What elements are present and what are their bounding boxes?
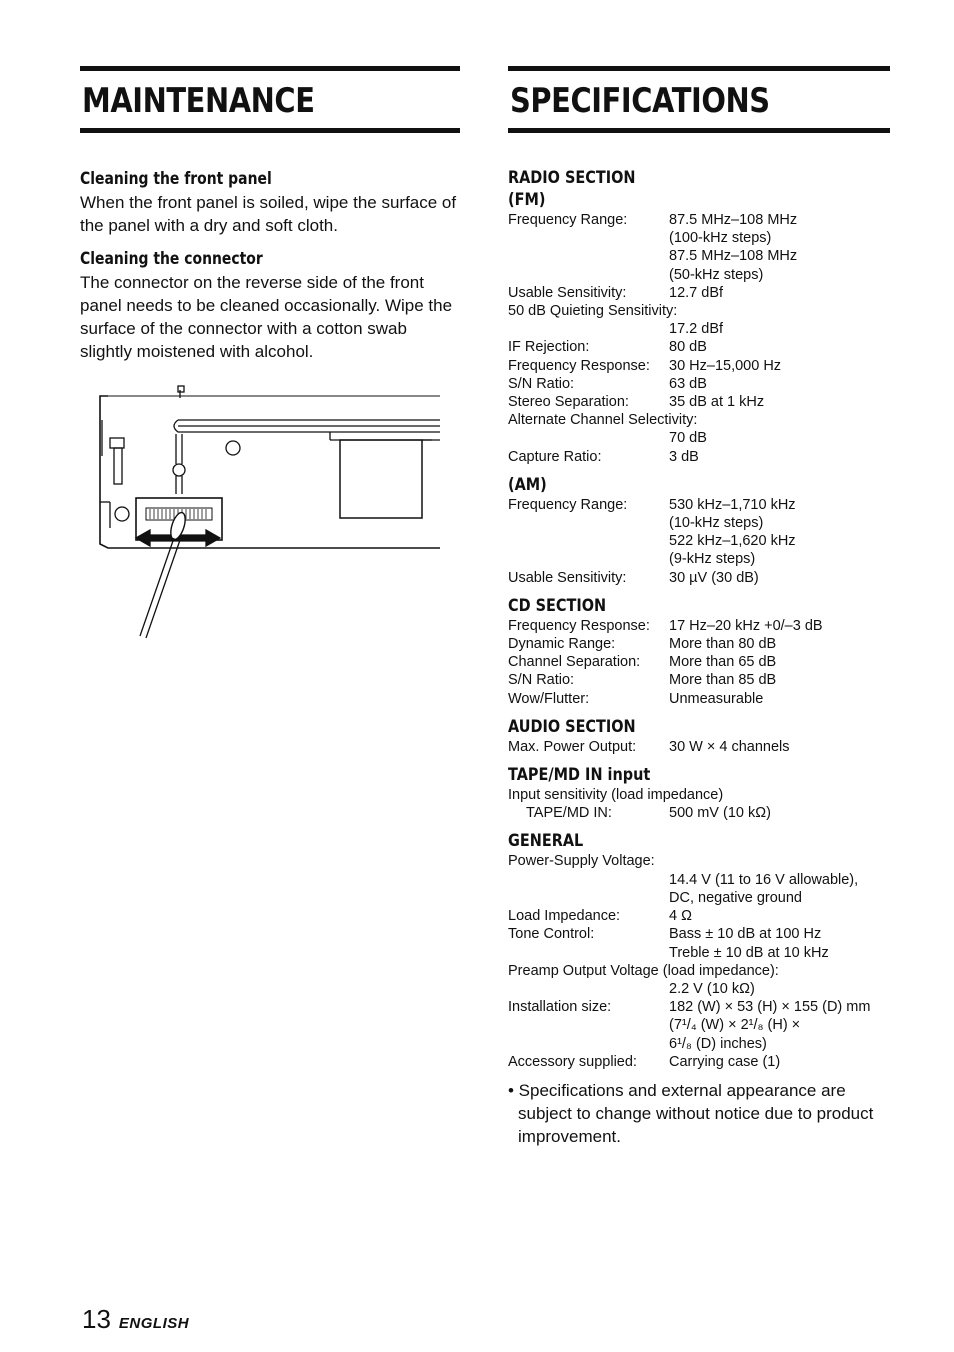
spec-value: 87.5 MHz–108 MHz bbox=[669, 248, 798, 265]
specifications-title: SPECIFICATIONS bbox=[510, 81, 770, 121]
header-rule bbox=[80, 66, 460, 71]
spec-label: Frequency Range: bbox=[508, 212, 628, 228]
spec-row bbox=[508, 653, 890, 671]
spec-row bbox=[508, 635, 890, 653]
spec-row bbox=[508, 496, 890, 514]
spec-value: 17 Hz–20 kHz +0/–3 dB bbox=[669, 617, 823, 634]
spec-value: Unmeasurable bbox=[669, 690, 764, 707]
spec-label: IF Rejection: bbox=[508, 339, 590, 356]
spec-row bbox=[508, 671, 890, 689]
spec-value: 70 dB bbox=[669, 430, 707, 447]
spec-value: (10-kHz steps) bbox=[669, 515, 764, 532]
spec-row bbox=[508, 211, 890, 229]
spec-label: 50 dB Quieting Sensitivity: bbox=[508, 303, 678, 320]
spec-value: 530 kHz–1,710 kHz bbox=[669, 496, 796, 513]
spec-row bbox=[508, 284, 890, 302]
spec-row bbox=[508, 738, 890, 756]
page-footer bbox=[82, 1304, 189, 1335]
spec-row bbox=[508, 357, 890, 375]
spec-label: Dynamic Range: bbox=[508, 636, 616, 653]
spec-value: Treble ± 10 dB at 10 kHz bbox=[669, 944, 829, 961]
spec-row bbox=[508, 998, 890, 1016]
spec-value: 6¹/₈ (D) inches) bbox=[669, 1035, 767, 1052]
spec-row bbox=[508, 907, 890, 925]
spec-value: 80 dB bbox=[669, 339, 707, 356]
spec-label: Stereo Separation: bbox=[508, 394, 629, 411]
spec-row bbox=[508, 617, 890, 635]
connector-cleaning-illustration bbox=[96, 384, 446, 645]
spec-value: 30 µV (30 dB) bbox=[669, 569, 759, 586]
header-rule bbox=[80, 128, 460, 133]
connector-heading: Cleaning the connector bbox=[80, 249, 263, 269]
cd-section-heading: CD SECTION bbox=[508, 595, 607, 616]
spec-label: S/N Ratio: bbox=[508, 672, 575, 689]
spec-label: Preamp Output Voltage (load impedance): bbox=[508, 962, 779, 979]
spec-value: Bass ± 10 dB at 100 Hz bbox=[669, 926, 822, 943]
spec-row bbox=[508, 804, 890, 822]
spec-label: Tone Control: bbox=[508, 926, 595, 943]
spec-value: (7¹/₄ (W) × 2¹/₈ (H) × bbox=[669, 1017, 801, 1034]
radio-section-heading: RADIO SECTION bbox=[508, 168, 636, 188]
spec-value: 63 dB bbox=[669, 375, 707, 392]
spec-label: Capture Ratio: bbox=[508, 448, 602, 465]
header-rule bbox=[508, 66, 890, 71]
spec-label: TAPE/MD IN: bbox=[526, 805, 612, 822]
spec-value: 3 dB bbox=[669, 448, 699, 465]
spec-label: Usable Sensitivity: bbox=[508, 284, 627, 301]
spec-value: 182 (W) × 53 (H) × 155 (D) mm bbox=[669, 999, 871, 1016]
spec-value: (100-kHz steps) bbox=[669, 230, 772, 247]
spec-label: Frequency Range: bbox=[508, 496, 628, 513]
spec-row bbox=[508, 338, 890, 356]
spec-row bbox=[508, 375, 890, 393]
spec-label: Wow/Flutter: bbox=[508, 690, 590, 707]
spec-value: 522 kHz–1,620 kHz bbox=[669, 533, 796, 550]
specifications-section bbox=[508, 66, 890, 1148]
spec-value: 12.7 dBf bbox=[669, 284, 724, 301]
spec-value: More than 80 dB bbox=[669, 636, 777, 653]
spec-value: 14.4 V (11 to 16 V allowable), bbox=[669, 871, 859, 888]
spec-label: Alternate Channel Selectivity: bbox=[508, 412, 698, 429]
spec-value: 17.2 dBf bbox=[669, 321, 724, 338]
spec-value: More than 65 dB bbox=[669, 654, 777, 671]
spec-row bbox=[508, 1053, 890, 1071]
spec-value: 35 dB at 1 kHz bbox=[669, 394, 765, 411]
header-rule bbox=[508, 128, 890, 133]
spec-value: 30 Hz–15,000 Hz bbox=[669, 357, 782, 374]
maintenance-section bbox=[80, 66, 460, 363]
spec-value: (9-kHz steps) bbox=[669, 551, 756, 568]
spec-value: 4 Ω bbox=[669, 908, 692, 925]
spec-value: 30 W × 4 channels bbox=[669, 738, 790, 755]
spec-value: More than 85 dB bbox=[669, 672, 777, 689]
spec-row bbox=[508, 569, 890, 587]
spec-value: 500 mV (10 kΩ) bbox=[669, 805, 771, 822]
spec-value: (50-kHz steps) bbox=[669, 266, 764, 283]
am-heading: (AM) bbox=[508, 474, 547, 495]
audio-section-heading: AUDIO SECTION bbox=[508, 716, 636, 737]
spec-label: S/N Ratio: bbox=[508, 375, 575, 392]
spec-value: DC, negative ground bbox=[669, 889, 802, 906]
spec-label: Frequency Response: bbox=[508, 617, 650, 634]
fm-heading: (FM) bbox=[508, 190, 546, 210]
general-heading: GENERAL bbox=[508, 831, 584, 852]
spec-label: Max. Power Output: bbox=[508, 738, 637, 755]
spec-label: Frequency Response: bbox=[508, 357, 650, 374]
specifications-note: • Specifications and external appearance are subject to change without notice due to product improvement. bbox=[508, 1080, 874, 1146]
spec-label: Usable Sensitivity: bbox=[508, 569, 627, 586]
page-language: ENGLISH bbox=[118, 1315, 190, 1332]
spec-row bbox=[508, 925, 890, 943]
spec-row bbox=[508, 448, 890, 466]
spec-label: Installation size: bbox=[508, 999, 612, 1016]
spec-row bbox=[508, 690, 890, 708]
page-number: 13 bbox=[82, 1304, 111, 1334]
tape-md-heading: TAPE/MD IN input bbox=[508, 765, 651, 786]
connector-text: The connector on the reverse side of the front panel needs to be cleaned occasionally. Wipe the surface of the connector with a cotton swab slightly moistened with alcohol. bbox=[80, 273, 453, 361]
spec-label: Power-Supply Voltage: bbox=[508, 853, 655, 870]
spec-row bbox=[508, 393, 890, 411]
spec-label: Accessory supplied: bbox=[508, 1053, 637, 1070]
spec-label: Channel Separation: bbox=[508, 654, 641, 671]
front-panel-text: When the front panel is soiled, wipe the surface of the panel with a dry and soft cloth. bbox=[80, 193, 457, 235]
spec-value: 87.5 MHz–108 MHz bbox=[669, 212, 798, 228]
spec-label: Input sensitivity (load impedance) bbox=[508, 787, 724, 804]
spec-value: 2.2 V (10 kΩ) bbox=[669, 980, 755, 997]
maintenance-title: MAINTENANCE bbox=[82, 81, 315, 121]
spec-value: Carrying case (1) bbox=[669, 1053, 781, 1070]
spec-label: Load Impedance: bbox=[508, 908, 621, 925]
front-panel-heading: Cleaning the front panel bbox=[80, 169, 272, 189]
